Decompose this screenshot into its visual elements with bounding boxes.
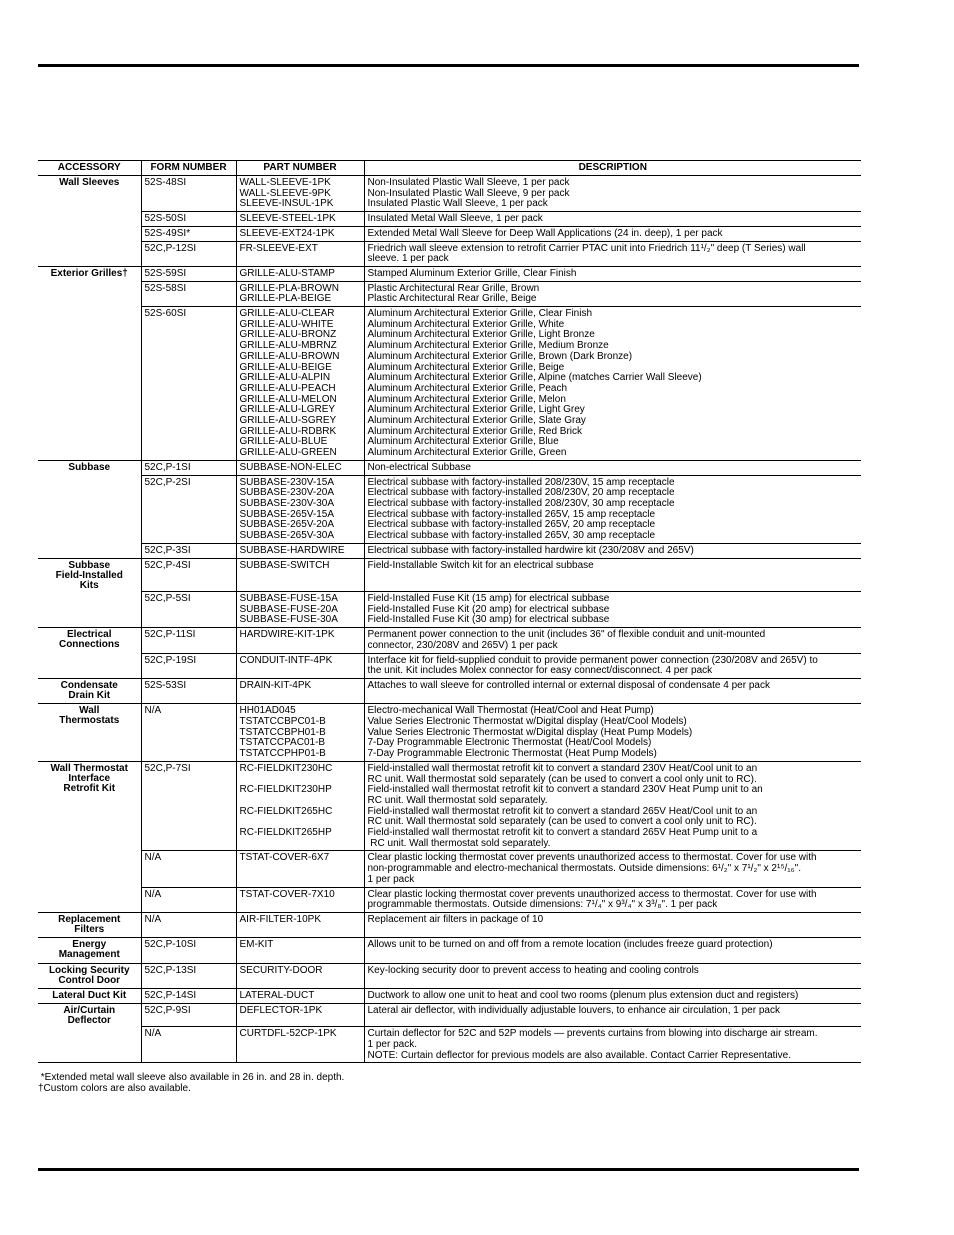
accessory-name: Subbase	[68, 461, 111, 473]
footnote-extended-sleeve: *Extended metal wall sleeve also available in 26 in. and 28 in. depth.	[38, 1072, 345, 1083]
form-number-cell	[141, 887, 236, 912]
form-number: N/A	[144, 705, 162, 717]
part-number: SUBBASE-230V-20A	[239, 487, 334, 499]
description-cell	[364, 543, 861, 558]
accessory-cell	[38, 1027, 141, 1063]
description-line: Value Series Electronic Thermostat w/Digital display (Heat Pump Models)	[367, 726, 693, 738]
part-number: RC-FIELDKIT230HP	[239, 784, 332, 796]
form-number-cell	[141, 475, 236, 543]
part-number: SECURITY-DOOR	[239, 964, 323, 976]
part-number: SLEEVE-STEEL-1PK	[239, 213, 336, 225]
accessory-name: Subbase Field-Installed Kits	[55, 559, 123, 591]
part-number-cell	[236, 912, 364, 937]
description-cell	[364, 307, 861, 461]
part-number-cell	[236, 558, 364, 592]
accessory-cell	[38, 558, 141, 592]
footnote-custom-colors: †Custom colors are also available.	[38, 1083, 191, 1094]
part-number: TSTAT-COVER-6X7	[239, 852, 330, 864]
form-number-cell	[141, 653, 236, 678]
description-line: Electrical subbase with factory-installed 208/230V, 20 amp receptacle	[367, 487, 675, 499]
description-line: RC unit. Wall thermostat sold separately (can be used to convert a cool only unit to RC).	[367, 816, 757, 828]
accessory-name: Air/Curtain Deflector	[63, 1004, 116, 1026]
part-number-cell	[236, 543, 364, 558]
accessory-cell	[38, 307, 141, 461]
part-number: SUBBASE-NON-ELEC	[239, 461, 342, 473]
accessory-cell	[38, 704, 141, 762]
part-number-cell	[236, 761, 364, 851]
accessory-name: Electrical Connections	[58, 629, 120, 651]
description-line: Key-locking security door to prevent access to heating and cooling controls	[367, 964, 699, 976]
description-line: Permanent power connection to the unit (includes 36" of flexible conduit and unit-mounted	[367, 629, 766, 641]
description-line: Insulated Metal Wall Sleeve, 1 per pack	[367, 213, 543, 225]
part-number-cell	[236, 266, 364, 281]
part-number-cell	[236, 212, 364, 227]
part-number: FR-SLEEVE-EXT	[239, 242, 318, 254]
form-number: 52C,P-13SI	[144, 964, 197, 976]
description-line: Clear plastic locking thermostat cover prevents unauthorized access to thermostat. Cover for use with	[367, 852, 817, 864]
form-number: N/A	[144, 913, 162, 925]
accessory-cell	[38, 887, 141, 912]
description-line: Field-Installed Fuse Kit (20 amp) for electrical subbase	[367, 603, 610, 615]
description-line: Field-installed wall thermostat retrofit kit to convert a standard 230V Heat Pump unit to an	[367, 784, 763, 796]
description-line: Clear plastic locking thermostat cover prevents unauthorized access to thermostat. Cover for use with	[367, 888, 817, 900]
description-line: Insulated Plastic Wall Sleeve, 1 per pack	[367, 198, 548, 210]
description-line: Aluminum Architectural Exterior Grille, Blue	[367, 436, 559, 448]
description-cell	[364, 912, 861, 937]
table-row	[38, 628, 861, 653]
description-line: Aluminum Architectural Exterior Grille, Slate Gray	[367, 415, 586, 427]
form-number-cell	[141, 938, 236, 963]
form-number-cell	[141, 592, 236, 628]
part-number-cell	[236, 851, 364, 887]
description-line: Aluminum Architectural Exterior Grille, White	[367, 318, 565, 330]
form-number-cell	[141, 1003, 236, 1027]
part-number-cell	[236, 226, 364, 241]
description-line: Electrical subbase with factory-installed hardwire kit (230/208V and 265V)	[367, 544, 694, 556]
part-number: RC-FIELDKIT265HP	[239, 827, 332, 838]
form-number-cell	[141, 989, 236, 1004]
table-row	[38, 851, 861, 887]
description-line: Aluminum Architectural Exterior Grille, Beige	[367, 361, 565, 373]
bottom-rule	[38, 1168, 859, 1171]
form-number: 52C,P-12SI	[144, 242, 197, 254]
description-cell	[364, 851, 861, 887]
accessory-cell	[38, 912, 141, 937]
form-number-cell	[141, 558, 236, 592]
form-number-cell	[141, 704, 236, 762]
description-line: Value Series Electronic Thermostat w/Digital display (Heat/Cool Models)	[367, 716, 687, 728]
part-number-cell	[236, 989, 364, 1004]
description-cell	[364, 761, 861, 851]
description-line: 1 per pack.	[367, 1039, 417, 1051]
description-line: Friedrich wall sleeve extension to retrofit Carrier PTAC unit into Friedrich 11¹/₂" deep (T Series) wall	[367, 242, 806, 254]
header-form-number: FORM NUMBER	[141, 161, 236, 176]
description-line: Aluminum Architectural Exterior Grille, Peach	[367, 382, 568, 394]
accessory-name: Condensate Drain Kit	[60, 679, 118, 701]
form-number-cell	[141, 543, 236, 558]
description-line: Replacement air filters in package of 10	[367, 913, 544, 925]
description-line: Electrical subbase with factory-installed 208/230V, 15 amp receptacle	[367, 476, 675, 488]
part-number: DEFLECTOR-1PK	[239, 1004, 323, 1016]
part-number: GRILLE-ALU-BEIGE	[239, 361, 332, 373]
description-line: Aluminum Architectural Exterior Grille, Red Brick	[367, 425, 583, 437]
description-cell	[364, 592, 861, 628]
part-number: TSTATCCBPH01-B	[239, 726, 326, 738]
part-number: SUBBASE-SWITCH	[239, 559, 330, 571]
description-cell	[364, 266, 861, 281]
description-line: RC unit. Wall thermostat sold separately (can be used to convert a cool only unit to RC).	[367, 773, 757, 785]
description-cell	[364, 281, 861, 306]
part-number: LATERAL-DUCT	[239, 990, 315, 1002]
part-number: SUBBASE-265V-30A	[239, 530, 334, 542]
part-number-cell	[236, 653, 364, 678]
description-line: Plastic Architectural Rear Grille, Beige	[367, 293, 537, 305]
accessory-cell	[38, 653, 141, 678]
table-row	[38, 963, 861, 988]
description-line: Aluminum Architectural Exterior Grille, Melon	[367, 393, 566, 405]
accessories-table	[38, 160, 861, 1063]
description-cell	[364, 460, 861, 475]
accessory-cell	[38, 266, 141, 281]
accessory-cell	[38, 628, 141, 653]
part-number-cell	[236, 281, 364, 306]
table-row	[38, 989, 861, 1004]
form-number-cell	[141, 226, 236, 241]
description-line: Field-Installed Fuse Kit (30 amp) for electrical subbase	[367, 614, 610, 626]
description-line: sleeve. 1 per pack	[367, 253, 449, 265]
description-line: Electrical subbase with factory-installed 265V, 15 amp receptacle	[367, 508, 656, 520]
accessory-name: Energy Management	[58, 939, 120, 961]
description-line: Aluminum Architectural Exterior Grille, Light Bronze	[367, 329, 595, 341]
table-row	[38, 241, 861, 266]
description-line: Attaches to wall sleeve for controlled internal or external disposal of condensate 4 per pack	[367, 679, 770, 691]
part-number: TSTATCCPHP01-B	[239, 748, 326, 760]
part-number: RC-FIELDKIT265HC	[239, 805, 333, 817]
description-cell	[364, 1027, 861, 1063]
form-number: 52C,P-19SI	[144, 654, 197, 666]
description-line: Aluminum Architectural Exterior Grille, Light Grey	[367, 404, 585, 416]
accessory-cell	[38, 761, 141, 851]
accessory-cell	[38, 241, 141, 266]
description-line: RC unit. Wall thermostat sold separately.	[367, 794, 548, 806]
description-line: Allows unit to be turned on and off from a remote location (includes freeze guard protection)	[367, 939, 773, 951]
accessory-cell	[38, 281, 141, 306]
accessory-cell	[38, 989, 141, 1004]
part-number-cell	[236, 241, 364, 266]
description-line: 1 per pack	[367, 873, 415, 885]
table-row	[38, 176, 861, 212]
part-number: GRILLE-ALU-CLEAR	[239, 308, 335, 320]
part-number: GRILLE-ALU-RDBRK	[239, 425, 337, 437]
description-cell	[364, 887, 861, 912]
table-row	[38, 704, 861, 762]
part-number-cell	[236, 475, 364, 543]
header-accessory: ACCESSORY	[38, 161, 141, 176]
description-cell	[364, 938, 861, 963]
table-row	[38, 281, 861, 306]
description-cell	[364, 1003, 861, 1027]
accessory-name: Lateral Duct Kit	[52, 990, 127, 1002]
part-number-cell	[236, 628, 364, 653]
part-number: GRILLE-ALU-SGREY	[239, 415, 337, 427]
description-line: Electro-mechanical Wall Thermostat (Heat/Cool and Heat Pump)	[367, 705, 654, 717]
form-number-cell	[141, 963, 236, 988]
table-row	[38, 678, 861, 703]
part-number: GRILLE-ALU-BROWN	[239, 350, 340, 362]
part-number: AIR-FILTER-10PK	[239, 913, 321, 925]
part-number: SUBBASE-230V-15A	[239, 476, 334, 488]
form-number: 52S-59SI	[144, 267, 187, 279]
part-number: WALL-SLEEVE-9PK	[239, 187, 331, 199]
form-number: 52C,P-10SI	[144, 939, 197, 951]
table-row	[38, 475, 861, 543]
part-number-cell	[236, 460, 364, 475]
form-number: 52C,P-2SI	[144, 476, 191, 488]
description-cell	[364, 226, 861, 241]
part-number: HARDWIRE-KIT-1PK	[239, 629, 335, 641]
form-number: N/A	[144, 888, 162, 900]
description-line: Field-Installable Switch kit for an electrical subbase	[367, 559, 594, 571]
form-number: 52S-60SI	[144, 308, 187, 320]
form-number-cell	[141, 628, 236, 653]
header-description: DESCRIPTION	[364, 161, 861, 176]
footnotes	[38, 1072, 344, 1094]
header-part-number: PART NUMBER	[236, 161, 364, 176]
form-number: 52C,P-5SI	[144, 593, 191, 604]
part-number-cell	[236, 704, 364, 762]
part-number-cell	[236, 887, 364, 912]
part-number: TSTAT-COVER-7X10	[239, 888, 335, 900]
table-row	[38, 212, 861, 227]
part-number: GRILLE-ALU-STAMP	[239, 267, 335, 279]
description-line: NOTE: Curtain deflector for previous models are also available. Contact Carrier Representative.	[367, 1049, 792, 1061]
form-number-cell	[141, 212, 236, 227]
description-line: the unit. Kit includes Molex connector for easy connect/disconnect. 4 per pack	[367, 665, 713, 677]
part-number: GRILLE-ALU-LGREY	[239, 404, 336, 416]
table-row	[38, 1003, 861, 1027]
part-number: SUBBASE-HARDWIRE	[239, 544, 345, 556]
description-line: Non-electrical Subbase	[367, 461, 471, 473]
description-line: Field-installed wall thermostat retrofit kit to convert a standard 265V Heat Pump unit to a	[367, 827, 758, 839]
accessory-name: Replacement Filters	[58, 913, 121, 935]
description-line: Curtain deflector for 52C and 52P models — prevents curtains from blowing into discharge air stream.	[367, 1028, 818, 1040]
part-number: CONDUIT-INTF-4PK	[239, 654, 333, 666]
part-number-cell	[236, 938, 364, 963]
description-cell	[364, 475, 861, 543]
description-line: RC unit. Wall thermostat sold separately.	[367, 837, 551, 849]
description-cell	[364, 704, 861, 762]
table-row	[38, 266, 861, 281]
description-line: Non-Insulated Plastic Wall Sleeve, 1 per pack	[367, 177, 570, 188]
description-line: Non-Insulated Plastic Wall Sleeve, 9 per pack	[367, 187, 570, 199]
form-number-cell	[141, 678, 236, 703]
table-row	[38, 558, 861, 592]
description-line: programmable thermostats. Outside dimensions: 7¹/₄" x 9³/₄" x 3³/₈". 1 per pack	[367, 899, 718, 911]
form-number: 52C,P-11SI	[144, 629, 196, 641]
form-number-cell	[141, 1027, 236, 1063]
table-body	[38, 176, 861, 1063]
part-number-cell	[236, 176, 364, 212]
description-line: connector, 230/208V and 265V) 1 per pack	[367, 639, 558, 651]
form-number: 52C,P-14SI	[144, 990, 197, 1002]
form-number-cell	[141, 912, 236, 937]
part-number: TSTATCCBPC01-B	[239, 716, 326, 728]
form-number-cell	[141, 266, 236, 281]
table-row	[38, 592, 861, 628]
table-row	[38, 761, 861, 851]
description-line: Field-Installed Fuse Kit (15 amp) for electrical subbase	[367, 593, 610, 604]
part-number: SUBBASE-230V-30A	[239, 497, 334, 509]
part-number: GRILLE-ALU-MELON	[239, 393, 337, 405]
part-number-cell	[236, 963, 364, 988]
part-number: SUBBASE-265V-15A	[239, 508, 334, 520]
description-line: Interface kit for field-supplied conduit to provide permanent power connection (230/208V and 265V) to	[367, 654, 818, 666]
description-cell	[364, 241, 861, 266]
part-number: CURTDFL-52CP-1PK	[239, 1028, 337, 1040]
form-number-cell	[141, 851, 236, 887]
form-number: 52S-58SI	[144, 282, 187, 294]
description-cell	[364, 176, 861, 212]
description-line: Electrical subbase with factory-installed 265V, 30 amp receptacle	[367, 530, 656, 542]
description-line: Lateral air deflector, with individually adjustable louvers, to enhance air circulation, 1 per pack	[367, 1004, 780, 1016]
table-row	[38, 653, 861, 678]
accessory-cell	[38, 1003, 141, 1027]
accessory-cell	[38, 176, 141, 212]
part-number-cell	[236, 678, 364, 703]
description-line: 7-Day Programmable Electronic Thermostat (Heat/Cool Models)	[367, 737, 652, 749]
accessory-cell	[38, 851, 141, 887]
part-number: GRILLE-ALU-GREEN	[239, 447, 337, 459]
description-line: 7-Day Programmable Electronic Thermostat (Heat Pump Models)	[367, 748, 657, 760]
part-number: WALL-SLEEVE-1PK	[239, 177, 331, 188]
form-number: 52S-53SI	[144, 679, 187, 691]
part-number: SUBBASE-FUSE-30A	[239, 614, 338, 626]
description-line: Stamped Aluminum Exterior Grille, Clear Finish	[367, 267, 577, 279]
part-number: GRILLE-PLA-BEIGE	[239, 293, 332, 305]
top-rule	[38, 64, 859, 67]
table-row	[38, 912, 861, 937]
form-number: 52S-48SI	[144, 177, 187, 188]
accessory-cell	[38, 212, 141, 227]
part-number-cell	[236, 1003, 364, 1027]
table-row	[38, 543, 861, 558]
description-line: Aluminum Architectural Exterior Grille, Brown (Dark Bronze)	[367, 350, 633, 362]
accessory-cell	[38, 938, 141, 963]
part-number-cell	[236, 592, 364, 628]
form-number: 52C,P-4SI	[144, 559, 191, 571]
form-number-cell	[141, 307, 236, 461]
accessory-name: Exterior Grilles†	[50, 267, 128, 279]
form-number-cell	[141, 241, 236, 266]
description-cell	[364, 212, 861, 227]
description-line: Ductwork to allow one unit to heat and cool two rooms (plenum plus extension duct and registers)	[367, 990, 799, 1002]
part-number: GRILLE-ALU-BLUE	[239, 436, 328, 448]
part-number: HH01AD045	[239, 705, 296, 717]
accessory-cell	[38, 226, 141, 241]
table-row	[38, 226, 861, 241]
part-number: GRILLE-ALU-MBRNZ	[239, 340, 337, 352]
description-line: Field-installed wall thermostat retrofit kit to convert a standard 230V Heat/Cool unit to an	[367, 762, 758, 774]
description-line: Aluminum Architectural Exterior Grille, Green	[367, 447, 567, 459]
description-line: non-programmable and electro-mechanical thermostats. Outside dimensions: 6¹/₂" x 7¹/₂" x 2¹⁵/₁₆".	[367, 863, 801, 875]
accessory-name: Wall Sleeves	[59, 177, 120, 188]
form-number: 52S-50SI	[144, 213, 187, 225]
part-number: SUBBASE-FUSE-15A	[239, 593, 338, 604]
part-number: GRILLE-PLA-BROWN	[239, 282, 339, 294]
form-number: N/A	[144, 852, 162, 864]
description-line: Plastic Architectural Rear Grille, Brown	[367, 282, 540, 294]
accessory-cell	[38, 475, 141, 543]
part-number: GRILLE-ALU-BRONZ	[239, 329, 337, 341]
description-cell	[364, 989, 861, 1004]
accessory-name: Wall Thermostats	[59, 705, 120, 727]
table-row	[38, 307, 861, 461]
table-row	[38, 1027, 861, 1063]
part-number: RC-FIELDKIT230HC	[239, 762, 333, 774]
description-line: Electrical subbase with factory-installed 265V, 20 amp receptacle	[367, 519, 656, 531]
part-number-cell	[236, 307, 364, 461]
accessory-cell	[38, 460, 141, 475]
description-cell	[364, 963, 861, 988]
part-number: SUBBASE-FUSE-20A	[239, 603, 338, 615]
description-line: Aluminum Architectural Exterior Grille, Alpine (matches Carrier Wall Sleeve)	[367, 372, 702, 384]
description-line: Field-installed wall thermostat retrofit kit to convert a standard 265V Heat/Cool unit to an	[367, 805, 758, 817]
part-number: SUBBASE-265V-20A	[239, 519, 334, 531]
accessory-cell	[38, 678, 141, 703]
description-cell	[364, 558, 861, 592]
description-line: Aluminum Architectural Exterior Grille, Clear Finish	[367, 308, 593, 320]
description-cell	[364, 628, 861, 653]
description-cell	[364, 678, 861, 703]
table-header-row	[38, 161, 861, 176]
part-number-cell	[236, 1027, 364, 1063]
form-number-cell	[141, 460, 236, 475]
form-number: 52C,P-3SI	[144, 544, 191, 556]
form-number: 52S-49SI*	[144, 227, 191, 239]
part-number: GRILLE-ALU-WHITE	[239, 318, 334, 330]
part-number: SLEEVE-EXT24-1PK	[239, 227, 335, 239]
table-row	[38, 460, 861, 475]
accessory-cell	[38, 963, 141, 988]
description-line: Aluminum Architectural Exterior Grille, Medium Bronze	[367, 340, 609, 352]
table-row	[38, 938, 861, 963]
part-number: DRAIN-KIT-4PK	[239, 679, 312, 691]
form-number: 52C,P-7SI	[144, 762, 191, 774]
part-number: SLEEVE-INSUL-1PK	[239, 198, 334, 210]
form-number: 52C,P-1SI	[144, 461, 191, 473]
accessory-cell	[38, 592, 141, 628]
accessory-name: Locking Security Control Door	[48, 964, 130, 986]
part-number: GRILLE-ALU-ALPIN	[239, 372, 331, 384]
form-number-cell	[141, 761, 236, 851]
part-number: EM-KIT	[239, 939, 274, 951]
description-line: Extended Metal Wall Sleeve for Deep Wall Applications (24 in. deep), 1 per pack	[367, 227, 723, 239]
form-number: N/A	[144, 1028, 162, 1040]
part-number: GRILLE-ALU-PEACH	[239, 382, 336, 394]
table-row	[38, 887, 861, 912]
description-line: Electrical subbase with factory-installed 208/230V, 30 amp receptacle	[367, 497, 675, 509]
form-number: 52C,P-9SI	[144, 1004, 191, 1016]
accessory-name: Wall Thermostat Interface Retrofit Kit	[50, 762, 128, 794]
part-number: TSTATCCPAC01-B	[239, 737, 326, 749]
form-number-cell	[141, 176, 236, 212]
form-number-cell	[141, 281, 236, 306]
accessory-cell	[38, 543, 141, 558]
description-cell	[364, 653, 861, 678]
